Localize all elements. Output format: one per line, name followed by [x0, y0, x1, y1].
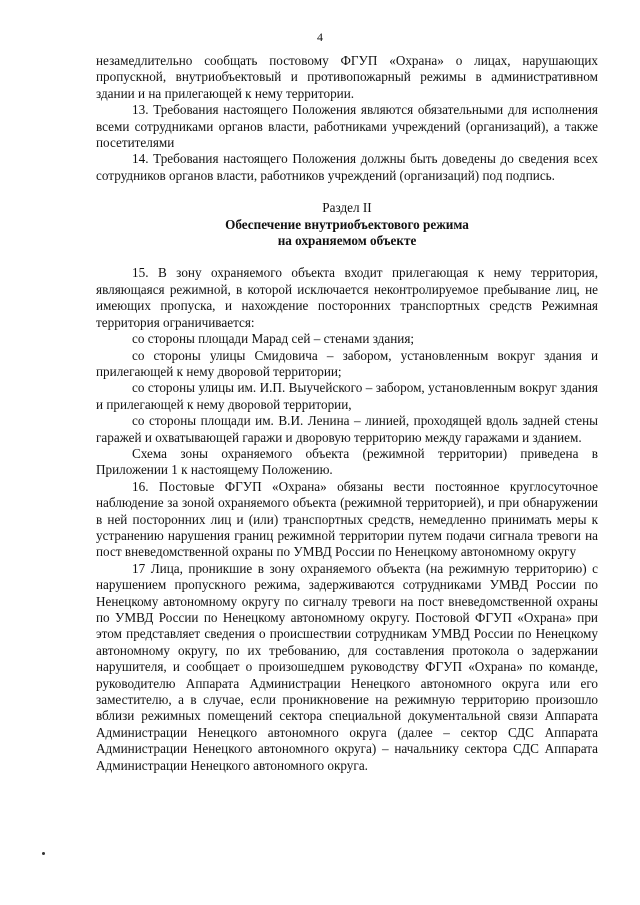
paragraph-continuation: незамедлительно сообщать постовому ФГУП «Охрана» о лицах, нарушающих пропускной, внутриобъектовый и противопожарный режимы в административном здании и на прилегающей к нему территории.: [96, 53, 598, 101]
paragraph-15-boundary-1: со стороны площади Марад сей – стенами здания;: [132, 331, 415, 347]
paragraph-schema-reference: Схема зоны охраняемого объекта (режимной территории) приведена в Приложении 1 к настоящему Положению.: [96, 445, 598, 478]
section-title-line-1: Обеспечение внутриобъектового режима: [225, 216, 469, 232]
section-title-line-2: на охраняемом объекте: [277, 233, 417, 249]
paragraph-15-boundary-2: со стороны улицы Смидовича – забором, установленным вокруг здания и прилегающей к нему дворовой территории;: [96, 347, 598, 379]
document-body: [96, 53, 598, 774]
section-heading: [96, 200, 598, 249]
paragraph-15-boundary-4: со стороны площади им. В.И. Ленина – линией, проходящей вдоль задней стены гаражей и охватывающей гаражи и дворовую территорию между гаражами и зданием.: [96, 413, 598, 445]
paragraph-13: 13. Требования настоящего Положения являются обязательными для исполнения всеми сотрудниками органов власти, работниками учреждений (организаций), а также посетителями: [96, 102, 598, 151]
paragraph-15-boundary-3: со стороны улицы им. И.П. Выучейского – забором, установленным вокруг здания и прилегающей к нему дворовой территории,: [96, 380, 598, 412]
paragraph-16: 16. Постовые ФГУП «Охрана» обязаны вести постоянное круглосуточное наблюдение за зоной охраняемого объекта (режимной территорией), и при обнаружении в ней посторонних лиц и (или) транспортных средств, немедленно принимать меры к устранению нарушения границ режимной территории путем подачи сигнала тревоги на пост вневедомственной охраны по УМВД России по Ненецкому автономному округу: [96, 478, 598, 560]
paragraph-17: 17 Лица, проникшие в зону охраняемого объекта (на режимную территорию) с нарушением пропускного режима, задерживаются сотрудниками УМВД России по Ненецкому автономному округу по сигналу тревоги на пост вневедомственной охраны по УМВД России по Ненецкому автономному округу. Постовой ФГУП «Охрана» при этом представляет сведения о происшествии сотрудникам УМВД России по Ненецкому автономному округу, по их требованию, для составления протокола о задержании нарушителя, и сообщает о произошедшем руководству ФГУП «Охрана» по команде, руководителю Аппарата Администрации Ненецкого автономного округа или его заместителю, а в случае, если проникновение на режимную территорию произошло вблизи режимных помещений сектора специальной документальной связи Аппарата Администрации Ненецкого автономного округа (далее – сектор СДС Аппарата Администрации Ненецкого автономного округа) – начальнику сектора СДС Аппарата Администрации Ненецкого автономного округа.: [96, 560, 598, 773]
page-number: 4: [317, 30, 323, 44]
section-spacer: [96, 249, 598, 265]
paragraph-15: 15. В зону охраняемого объекта входит прилегающая к нему территория, являющаяся режимной, в которой исключается неконтролируемое пребывание лиц, не имеющих пропуска, и нахождение посторонних транспортных средств Режимная территория ограничивается:: [96, 265, 598, 330]
section-number: Раздел II: [322, 200, 372, 216]
paragraph-14: 14. Требования настоящего Положения должны быть доведены до сведения всех сотрудников органов власти, работников учреждений (организаций) под подпись.: [96, 151, 598, 183]
scan-dot: [42, 852, 45, 855]
